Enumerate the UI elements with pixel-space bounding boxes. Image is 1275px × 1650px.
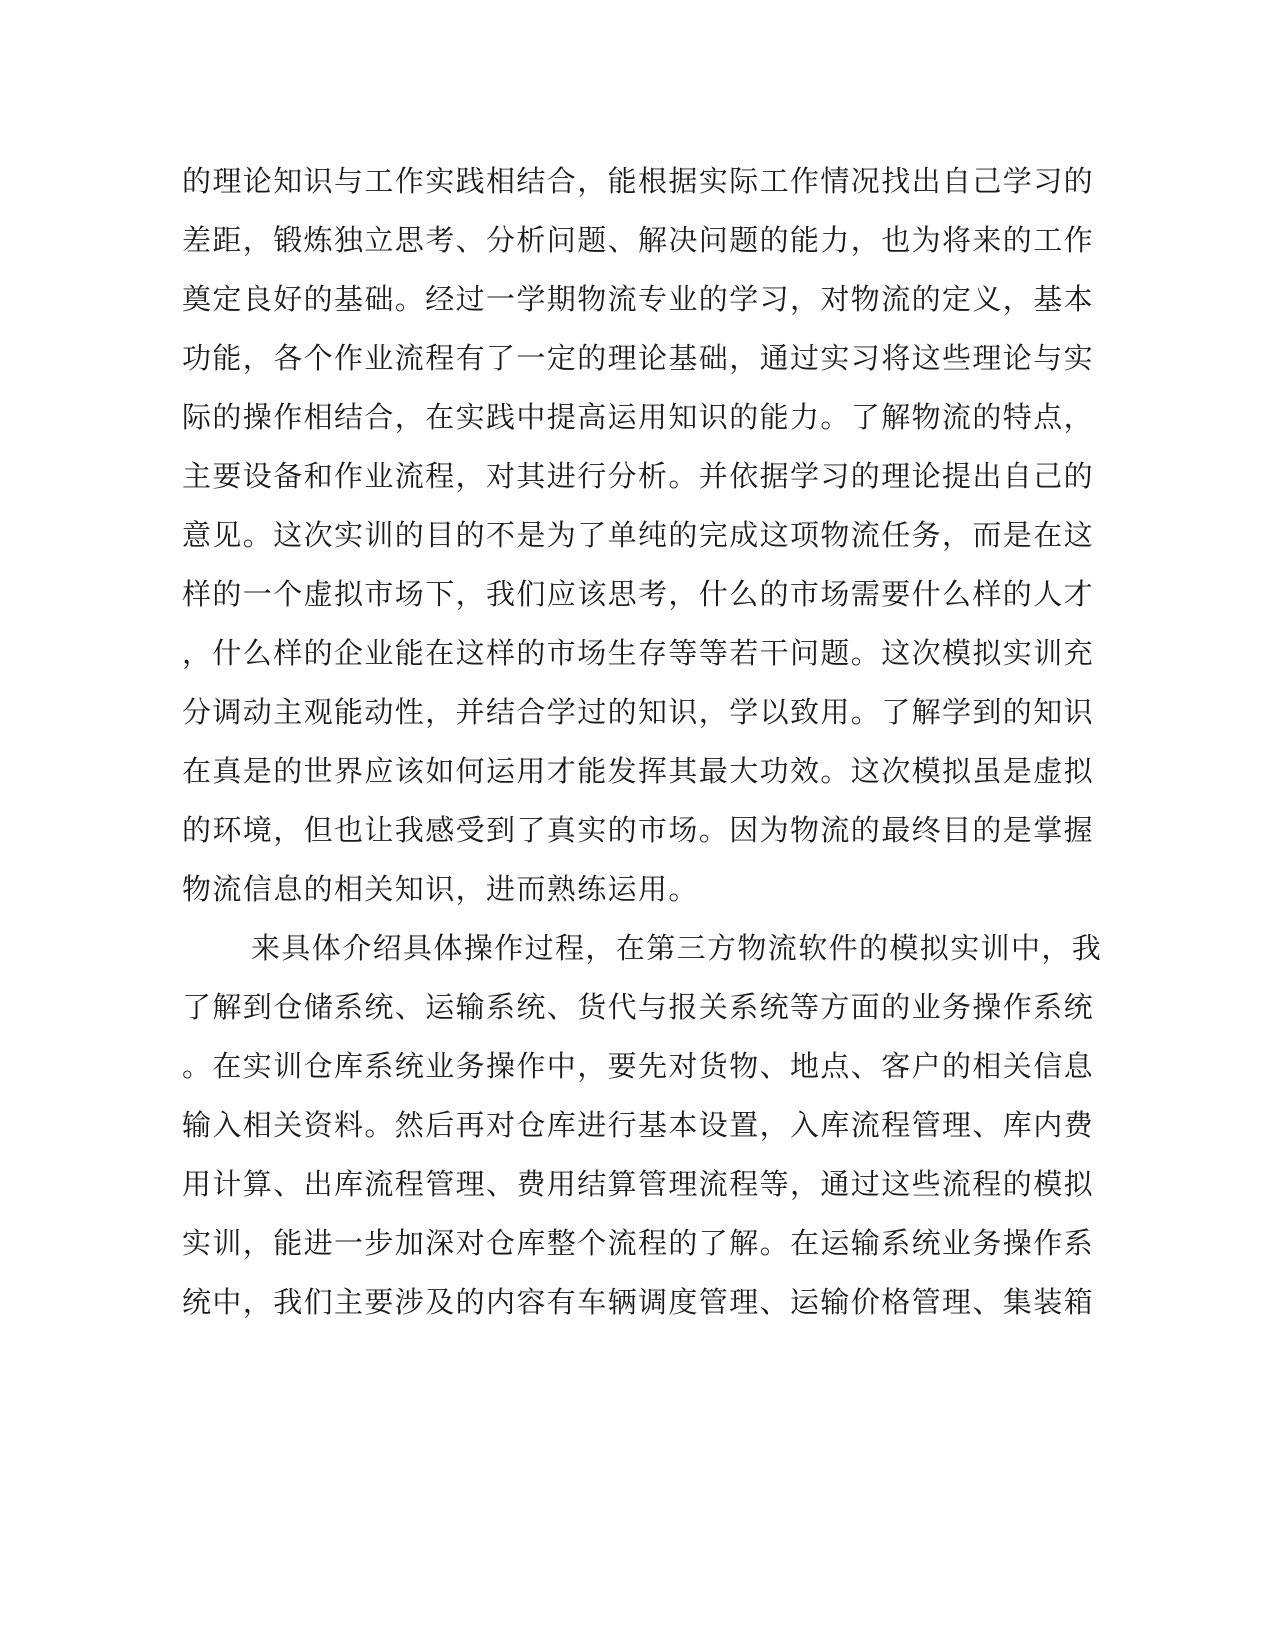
text-line: 用计算、出库流程管理、费用结算管理流程等，通过这些流程的模拟	[182, 1167, 1095, 1201]
document-body	[182, 158, 1103, 1338]
text-line: 统中，我们主要涉及的内容有车辆调度管理、运输价格管理、集装箱	[182, 1285, 1095, 1319]
text-line: 奠定良好的基础。经过一学期物流专业的学习，对物流的定义，基本	[182, 282, 1095, 316]
paragraph-start-line: 来具体介绍具体操作过程，在第三方物流软件的模拟实训中，我	[251, 931, 1103, 965]
text-line: 。在实训仓库系统业务操作中，要先对货物、地点、客户的相关信息	[182, 1049, 1095, 1083]
text-line: 了解到仓储系统、运输系统、货代与报关系统等方面的业务操作系统	[182, 990, 1095, 1024]
text-line: 差距，锻炼独立思考、分析问题、解决问题的能力，也为将来的工作	[182, 223, 1095, 257]
text-line: 实训，能进一步加深对仓库整个流程的了解。在运输系统业务操作系	[182, 1226, 1095, 1260]
text-line: 的理论知识与工作实践相结合，能根据实际工作情况找出自己学习的	[182, 164, 1095, 198]
text-line: 际的操作相结合，在实践中提高运用知识的能力。了解物流的特点，	[182, 400, 1095, 434]
text-line: ，什么样的企业能在这样的市场生存等等若干问题。这次模拟实训充	[182, 636, 1095, 670]
text-line: 功能，各个作业流程有了一定的理论基础，通过实习将这些理论与实	[182, 341, 1095, 375]
text-line: 在真是的世界应该如何运用才能发挥其最大功效。这次模拟虽是虚拟	[182, 754, 1095, 788]
text-line: 意见。这次实训的目的不是为了单纯的完成这项物流任务，而是在这	[182, 518, 1095, 552]
text-line: 样的一个虚拟市场下，我们应该思考，什么的市场需要什么样的人才	[182, 577, 1095, 611]
text-line: 的环境，但也让我感受到了真实的市场。因为物流的最终目的是掌握	[182, 813, 1095, 847]
text-line: 主要设备和作业流程，对其进行分析。并依据学习的理论提出自己的	[182, 459, 1095, 493]
text-line: 分调动主观能动性，并结合学过的知识，学以致用。了解学到的知识	[182, 695, 1095, 729]
text-line: 输入相关资料。然后再对仓库进行基本设置，入库流程管理、库内费	[182, 1108, 1095, 1142]
text-line: 物流信息的相关知识，进而熟练运用。	[182, 872, 699, 906]
